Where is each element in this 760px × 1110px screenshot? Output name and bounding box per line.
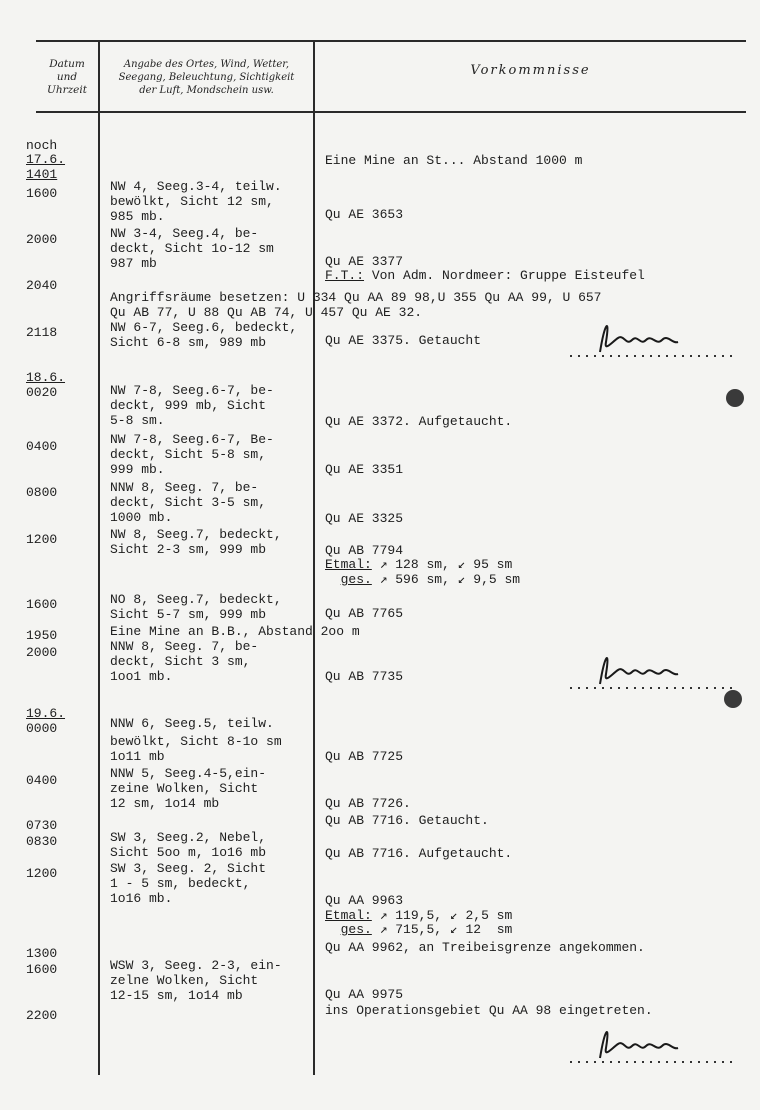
date-time-entry: 1600 [26,962,58,977]
weather-entry: Sicht 5-7 sm, 999 mb [110,607,267,622]
header-date-line: und [56,71,78,83]
date-time-entry: 0800 [26,485,58,500]
column-divider-2 [313,40,315,1075]
weather-entry: 1o11 mb [110,749,165,764]
date-time-entry: 0730 [26,818,58,833]
event-entry: Qu AE 3351 [325,462,404,477]
weather-entry: NW 7-8, Seeg.6-7, be- [110,383,274,398]
event-entry: ges. ↗ 715,5, ↙ 12 sm [340,922,513,937]
weather-entry: SW 3, Seeg.2, Nebel, [110,830,267,845]
header-bottom-rule [36,111,746,113]
event-entry: Eine Mine an St... Abstand 1000 m [325,153,583,168]
event-entry: Qu AB 7794 [325,543,404,558]
date-time-entry: 2200 [26,1008,58,1023]
date-time-entry: 1600 [26,186,58,201]
underlined-label: F.T.: [325,268,365,283]
weather-entry: 1oo1 mb. [110,669,173,684]
event-entry: Qu AB 7726. [325,796,411,811]
weather-entry: deckt, 999 mb, Sicht [110,398,267,413]
weather-entry: NW 7-8, Seeg.6-7, Be- [110,432,274,447]
weather-entry: NW 6-7, Seeg.6, bedeckt, [110,320,298,335]
weather-entry: bewölkt, Sicht 12 sm, [110,194,274,209]
event-entry: Qu AE 3325 [325,511,404,526]
underlined-label: Etmal: [325,908,372,923]
event-entry: Qu AB 7765 [325,606,404,621]
date-time-entry: 1200 [26,532,58,547]
punch-hole [726,389,744,407]
weather-entry: 12-15 sm, 1o14 mb [110,988,243,1003]
event-entry: Qu AE 3653 [325,207,404,222]
weather-entry: 999 mb. [110,462,165,477]
event-entry: Qu AA 9963 [325,893,404,908]
date-time-entry: 1200 [26,866,58,881]
header-date-line: Uhrzeit [47,84,87,96]
event-entry: Etmal: ↗ 128 sm, ↙ 95 sm [325,557,513,572]
weather-entry: NW 3-4, Seeg.4, be- [110,226,259,241]
weather-entry: 12 sm, 1o14 mb [110,796,220,811]
date-time-entry: 1950 [26,628,58,643]
weather-entry: bewölkt, Sicht 8-1o sm [110,734,282,749]
weather-entry: deckt, Sicht 5-8 sm, [110,447,267,462]
underlined-label: ges. [340,572,372,587]
weather-entry: WSW 3, Seeg. 2-3, ein- [110,958,282,973]
signature-stroke [600,326,678,352]
date-time-entry: 18.6. [26,370,66,385]
signature [560,644,740,694]
date-time-entry: 17.6. [26,152,66,167]
weather-entry: Qu AB 77, U 88 Qu AB 74, U 457 Qu AE 32. [110,305,423,320]
weather-entry: Sicht 5oo m, 1o16 mb [110,845,267,860]
weather-entry: Sicht 2-3 sm, 999 mb [110,542,267,557]
weather-entry: 985 mb. [110,209,165,224]
signature [560,312,740,362]
date-time-entry: 19.6. [26,706,66,721]
event-entry: Qu AA 9962, an Treibeisgrenze angekommen. [325,940,645,955]
weather-entry: zelne Wolken, Sicht [110,973,259,988]
underlined-label: ges. [340,922,372,937]
weather-entry: NW 4, Seeg.3-4, teilw. [110,179,282,194]
event-entry: Qu AE 3372. Aufgetaucht. [325,414,513,429]
signature [560,1018,740,1068]
weather-entry: SW 3, Seeg. 2, Sicht [110,861,267,876]
weather-entry: zeine Wolken, Sicht [110,781,259,796]
top-rule [36,40,746,42]
event-entry: Qu AB 7725 [325,749,404,764]
column-divider-1 [98,40,100,1075]
header-location-line: der Luft, Mondschein usw. [139,85,274,96]
date-time-entry: 0400 [26,773,58,788]
weather-entry: deckt, Sicht 3 sm, [110,654,251,669]
weather-entry: NNW 8, Seeg. 7, be- [110,639,259,654]
date-time-entry: 0400 [26,439,58,454]
date-time-entry: 2118 [26,325,58,340]
event-entry: F.T.: Von Adm. Nordmeer: Gruppe Eisteufel [325,268,645,283]
header-col-location [100,58,313,97]
date-time-entry: 2040 [26,278,58,293]
event-entry: Qu AE 3375. Getaucht [325,333,482,348]
weather-entry: Eine Mine an B.B., Abstand 2oo m [110,624,360,639]
weather-entry: 5-8 sm. [110,413,165,428]
date-time-entry: 1600 [26,597,58,612]
weather-entry: NW 8, Seeg.7, bedeckt, [110,527,282,542]
weather-entry: NNW 6, Seeg.5, teilw. [110,716,274,731]
header-location-line: Seegang, Beleuchtung, Sichtigkeit [118,72,295,83]
weather-entry: 1000 mb. [110,510,173,525]
event-entry: Qu AB 7716. Aufgetaucht. [325,846,513,861]
header-date-line: Datum [49,58,85,70]
header-col-date [36,58,98,97]
punch-hole [724,690,742,708]
date-time-entry: 2000 [26,645,58,660]
weather-entry: 1 - 5 sm, bedeckt, [110,876,251,891]
weather-entry: deckt, Sicht 3-5 sm, [110,495,267,510]
weather-entry: NO 8, Seeg.7, bedeckt, [110,592,282,607]
weather-entry: 987 mb [110,256,157,271]
event-entry: Qu AE 3377 [325,254,404,269]
underlined-label: Etmal: [325,557,372,572]
event-entry: Qu AA 9975 [325,987,404,1002]
date-time-entry: 0000 [26,721,58,736]
weather-entry: NNW 5, Seeg.4-5,ein- [110,766,267,781]
event-entry: Etmal: ↗ 119,5, ↙ 2,5 sm [325,908,513,923]
event-entry: Qu AB 7716. Getaucht. [325,813,489,828]
weather-entry: Angriffsräume besetzen: U 334 Qu AA 89 98,U 355 Qu AA 99, U 657 [110,290,602,305]
date-time-entry: 1401 [26,167,58,182]
header-col-events: Vorkommnisse [470,63,591,78]
event-entry: Qu AB 7735 [325,669,404,684]
event-entry: ins Operationsgebiet Qu AA 98 eingetreten. [325,1003,653,1018]
signature-stroke [600,658,678,684]
date-time-entry: 2000 [26,232,58,247]
weather-entry: NNW 8, Seeg. 7, be- [110,480,259,495]
date-time-entry: 1300 [26,946,58,961]
weather-entry: 1o16 mb. [110,891,173,906]
signature-stroke [600,1032,678,1058]
weather-entry: deckt, Sicht 1o-12 sm [110,241,274,256]
date-time-entry: 0020 [26,385,58,400]
event-entry: ges. ↗ 596 sm, ↙ 9,5 sm [340,572,521,587]
date-time-entry: noch [26,138,58,153]
header-location-line: Angabe des Ortes, Wind, Wetter, [123,59,290,70]
date-time-entry: 0830 [26,834,58,849]
weather-entry: Sicht 6-8 sm, 989 mb [110,335,267,350]
